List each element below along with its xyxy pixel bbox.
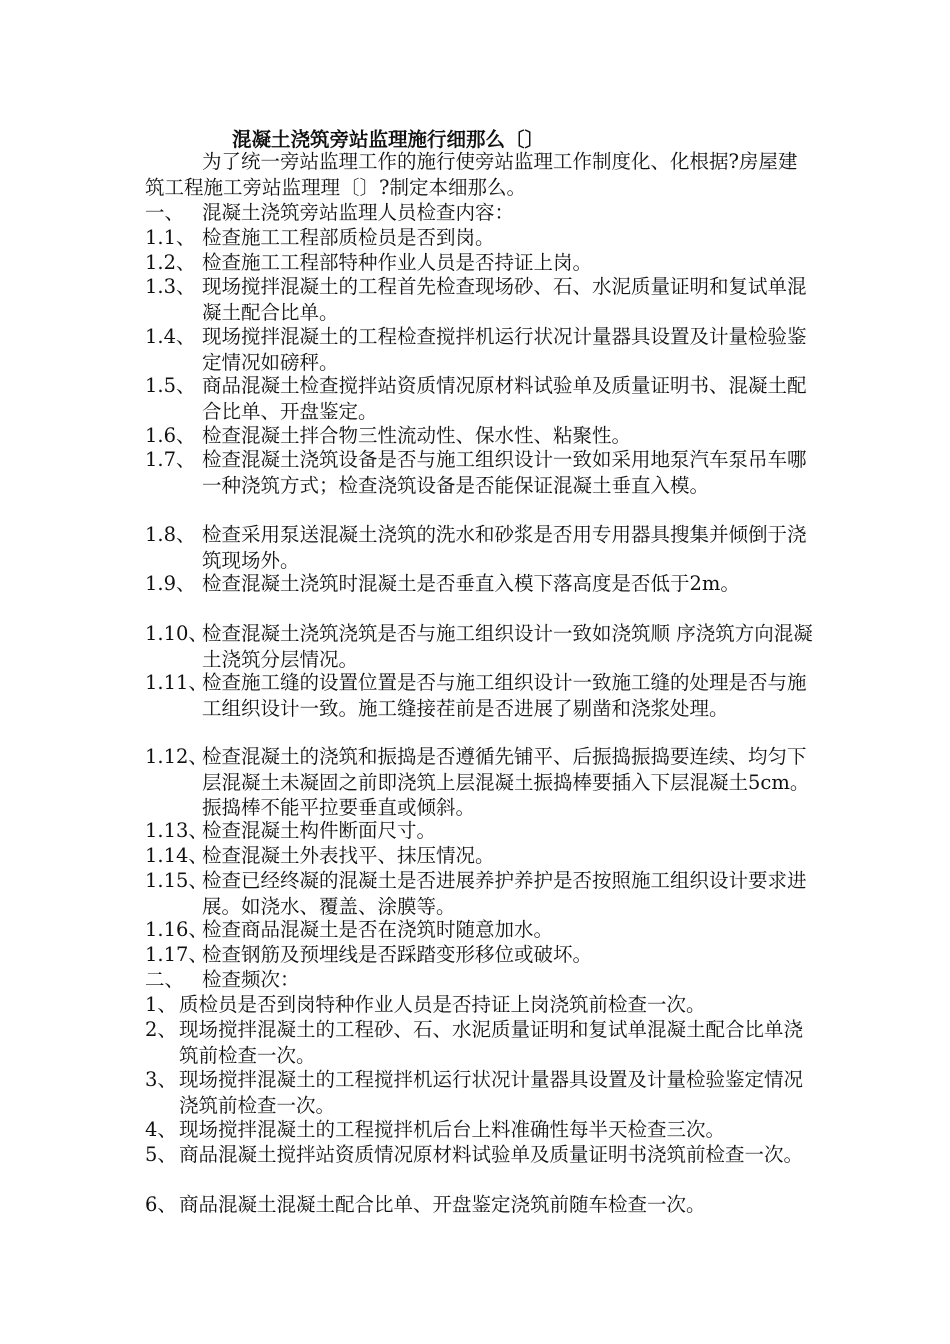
- item-text: 检查混凝土构件断面尺寸。: [202, 819, 437, 842]
- item-number: 1.2、: [145, 251, 196, 274]
- item-number: 1.11、: [145, 671, 208, 694]
- list-item: [145, 571, 815, 597]
- section-number: 一、: [145, 201, 185, 224]
- item-number: 1.13、: [145, 819, 208, 842]
- list-item: [145, 1117, 815, 1143]
- list-item: [145, 1192, 815, 1218]
- item-text: 商品混凝土检查搅拌站资质情况原材料试验单及质量证明书、混凝土配合比单、开盘鉴定。: [202, 374, 807, 423]
- item-text: 现场搅拌混凝土的工程首先检查现场砂、石、水泥质量证明和复试单混凝土配合比单。: [202, 275, 807, 324]
- item-text: 检查施工缝的设置位置是否与施工组织设计一致施工缝的处理是否与施工组织设计一致。施工缝接茬前是否进展了剔凿和浇浆处理。: [202, 671, 807, 720]
- list-item: [145, 868, 815, 919]
- item-text: 检查采用泵送混凝土浇筑的洗水和砂浆是否用专用器具搜集并倾倒于浇筑现场外。: [202, 523, 807, 572]
- item-number: 1.15、: [145, 869, 208, 892]
- item-text: 检查混凝土拌合物三性流动性、保水性、粘聚性。: [202, 424, 632, 447]
- item-text: 检查混凝土浇筑浇筑是否与施工组织设计一致如浇筑顺 序浇筑方向混凝土浇筑分层情况。: [202, 622, 813, 671]
- item-number: 1、: [145, 993, 177, 1016]
- item-number: 1.6、: [145, 424, 196, 447]
- list-item: [145, 1067, 815, 1118]
- item-number: 2、: [145, 1018, 177, 1041]
- list-item: [145, 250, 815, 276]
- section-heading-1: [145, 200, 815, 226]
- item-number: 1.5、: [145, 374, 196, 397]
- item-text: 检查钢筋及预埋线是否踩踏变形移位或破坏。: [202, 943, 593, 966]
- section-text: 混凝土浇筑旁站监理人员检查内容：: [202, 201, 515, 224]
- item-number: 1.8、: [145, 523, 196, 546]
- list-item: [145, 423, 815, 449]
- item-text: 检查混凝土外表找平、抹压情况。: [202, 844, 495, 867]
- item-number: 1.14、: [145, 844, 208, 867]
- list-item: [145, 274, 815, 325]
- document-title: 混凝土浇筑旁站监理施行细那么〔〕: [232, 128, 545, 151]
- item-number: 1.3、: [145, 275, 196, 298]
- list-item: [145, 522, 815, 573]
- list-item: [145, 917, 815, 943]
- item-number: 1.10、: [145, 622, 208, 645]
- item-number: 6、: [145, 1193, 177, 1216]
- item-number: 5、: [145, 1143, 177, 1166]
- list-item: [145, 818, 815, 844]
- item-number: 3、: [145, 1068, 177, 1091]
- section-text: 检查频次：: [202, 968, 300, 991]
- list-item: [145, 373, 815, 424]
- item-text: 商品混凝土混凝土配合比单、开盘鉴定浇筑前随车检查一次。: [179, 1193, 706, 1216]
- item-text: 检查施工工程部质检员是否到岗。: [202, 226, 495, 249]
- item-text: 商品混凝土搅拌站资质情况原材料试验单及质量证明书浇筑前检查一次。: [179, 1143, 804, 1166]
- list-item: [145, 324, 815, 375]
- item-number: 1.17、: [145, 943, 208, 966]
- item-text: 检查混凝土的浇筑和振捣是否遵循先铺平、后振捣振捣要连续、均匀下层混凝土未凝固之前即浇筑上层混凝土振捣棒要插入下层混凝土5cm。振捣棒不能平拉要垂直或倾斜。: [202, 745, 810, 819]
- item-number: 1.16、: [145, 918, 208, 941]
- list-item: [145, 225, 815, 251]
- list-item: [145, 1017, 815, 1068]
- intro-paragraph: 为了统一旁站监理工作的施行使旁站监理工作制度化、化根据?房屋建筑工程施工旁站监理理〔〕?制定本细那么。: [145, 150, 798, 199]
- list-item: [145, 744, 815, 821]
- list-item: [145, 1142, 815, 1168]
- item-text: 检查已经终凝的混凝土是否进展养护养护是否按照施工组织设计要求进展。如浇水、覆盖、涂膜等。: [202, 869, 807, 918]
- list-item: [145, 670, 815, 721]
- list-item: [145, 942, 815, 968]
- list-item: [145, 447, 815, 498]
- item-text: 现场搅拌混凝土的工程砂、石、水泥质量证明和复试单混凝土配合比单浇筑前检查一次。: [179, 1018, 804, 1067]
- list-item: [145, 843, 815, 869]
- item-number: 1.4、: [145, 325, 196, 348]
- item-number: 1.1、: [145, 226, 196, 249]
- section-number: 二、: [145, 968, 185, 991]
- item-number: 1.12、: [145, 745, 208, 768]
- item-text: 检查混凝土浇筑时混凝土是否垂直入模下落高度是否低于2m。: [202, 572, 740, 595]
- item-number: 1.7、: [145, 448, 196, 471]
- item-text: 检查商品混凝土是否在浇筑时随意加水。: [202, 918, 554, 941]
- item-text: 现场搅拌混凝土的工程搅拌机后台上料准确性每半天检查三次。: [179, 1118, 726, 1141]
- item-number: 4、: [145, 1118, 177, 1141]
- item-text: 现场搅拌混凝土的工程搅拌机运行状况计量器具设置及计量检验鉴定情况浇筑前检查一次。: [179, 1068, 804, 1117]
- section-heading-2: [145, 967, 815, 993]
- item-text: 质检员是否到岗特种作业人员是否持证上岗浇筑前检查一次。: [179, 993, 706, 1016]
- list-item: [145, 621, 815, 672]
- item-number: 1.9、: [145, 572, 196, 595]
- item-text: 检查施工工程部特种作业人员是否持证上岗。: [202, 251, 593, 274]
- list-item: [145, 992, 815, 1018]
- item-text: 检查混凝土浇筑设备是否与施工组织设计一致如采用地泵汽车泵吊车哪一种浇筑方式；检查浇筑设备是否能保证混凝土垂直入模。: [202, 448, 807, 497]
- item-text: 现场搅拌混凝土的工程检查搅拌机运行状况计量器具设置及计量检验鉴定情况如磅秤。: [202, 325, 807, 374]
